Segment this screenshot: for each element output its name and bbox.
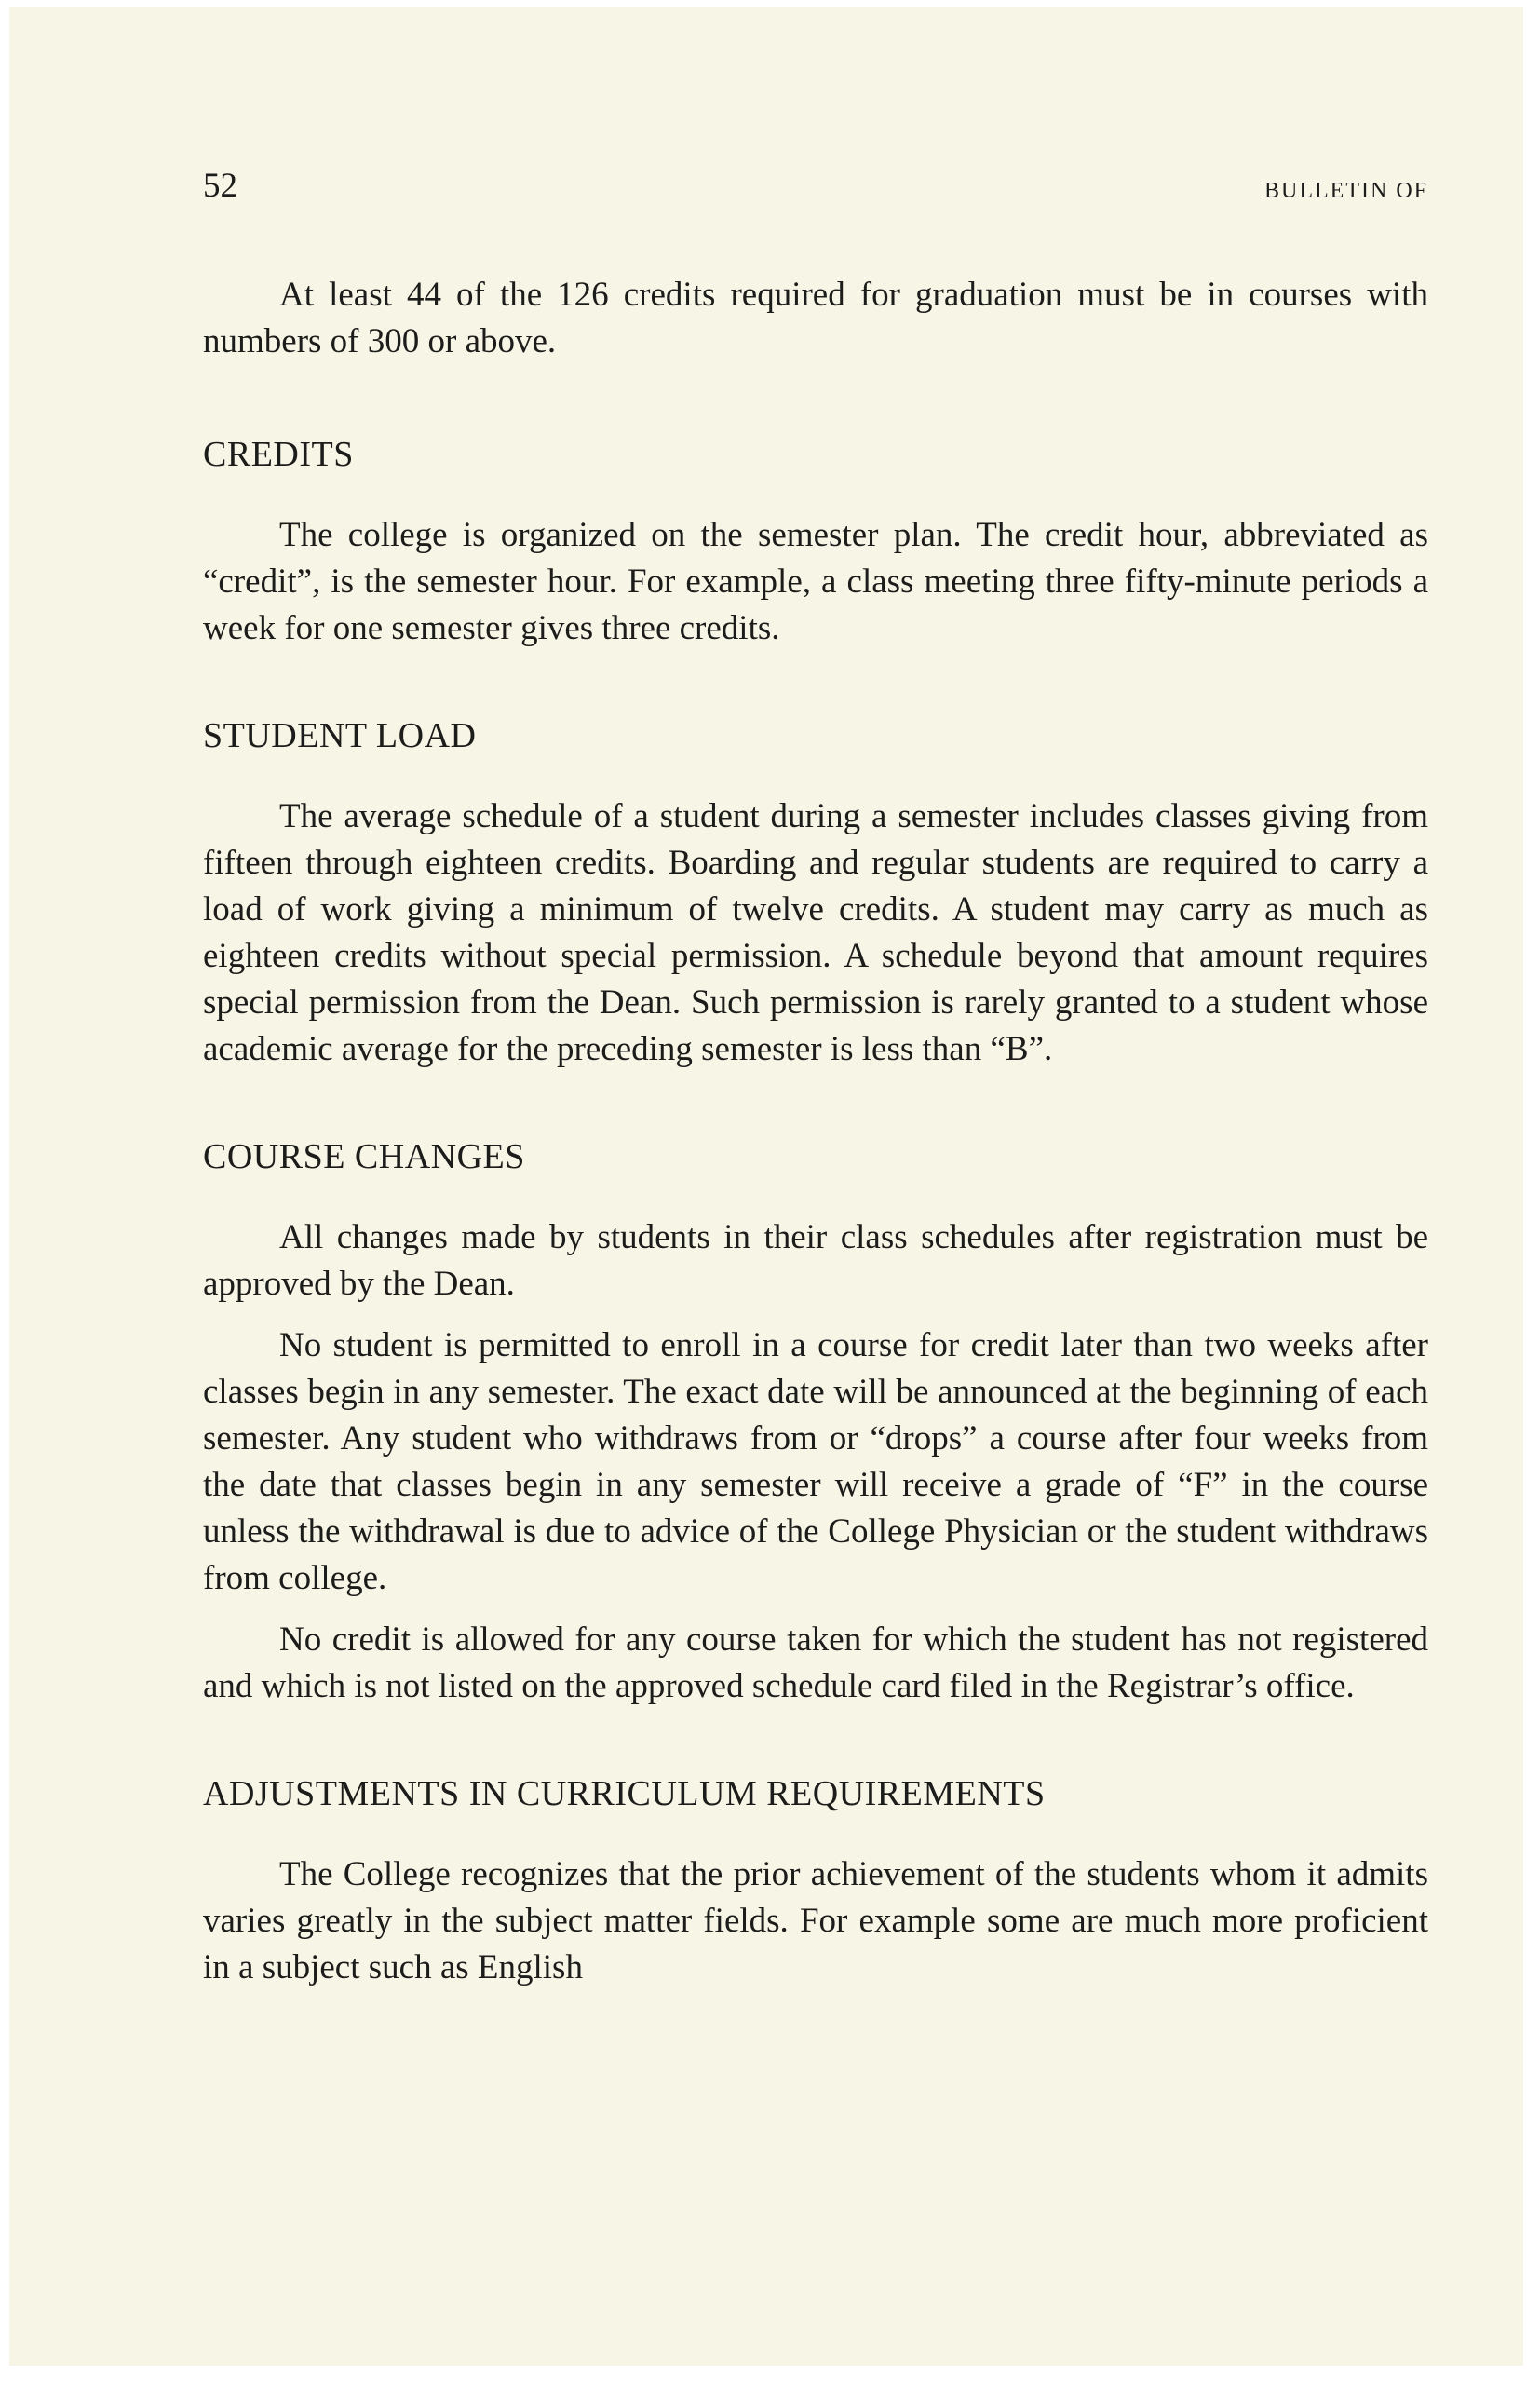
credits-paragraph: The college is organized on the semester plan. The credit hour, abbreviated as “credit”, is the semester hour. For example, a class meeting three fifty-minute periods a week for one semester gives three credits. (203, 516, 1428, 647)
running-head (203, 166, 1428, 222)
section-heading-adjustments: ADJUSTMENTS IN CURRICULUM REQUIREMENTS (203, 1774, 1046, 1813)
section-heading-course-changes: COURSE CHANGES (203, 1137, 525, 1176)
course-changes-paragraph-1: All changes made by students in their class schedules after registration must be approved by the Dean. (203, 1218, 1428, 1303)
running-title: BULLETIN OF (1264, 179, 1428, 203)
course-changes-paragraph-2: No student is permitted to enroll in a course for credit later than two weeks after classes begin in any semester. The exact date will be announced at the beginning of each semester. Any student who withdraws from or “drops” a course after four weeks from the date that classes begin in any semester will receive a grade of “F” in the course unless the withdrawal is due to advice of the College Physician or the student withdraws from college. (203, 1326, 1428, 1597)
scanned-page (9, 7, 1523, 2366)
student-load-paragraph: The average schedule of a student during a semester includes classes giving from fifteen through eighteen credits. Boarding and regular students are required to carry a load of work giving a minimum of twelve credits. A student may carry as much as eighteen credits without special permission. A schedule beyond that amount requires special permission from the Dean. Such permission is rarely granted to a student whose academic average for the preceding semester is less than “B”. (203, 797, 1428, 1068)
intro-paragraph: At least 44 of the 126 credits required for graduation must be in courses with numbers of 300 or above. (203, 276, 1428, 360)
adjustments-paragraph: The College recognizes that the prior achievement of the students whom it admits varies greatly in the subject matter fields. For example some are much more proficient in a subject such as English (203, 1855, 1428, 1986)
course-changes-paragraph-3: No credit is allowed for any course taken for which the student has not registered and which is not listed on the approved schedule card filed in the Registrar’s office. (203, 1620, 1428, 1705)
section-heading-student-load: STUDENT LOAD (203, 716, 477, 755)
page-content (203, 166, 1428, 1991)
section-heading-credits: CREDITS (203, 435, 354, 474)
page-number: 52 (203, 167, 237, 205)
